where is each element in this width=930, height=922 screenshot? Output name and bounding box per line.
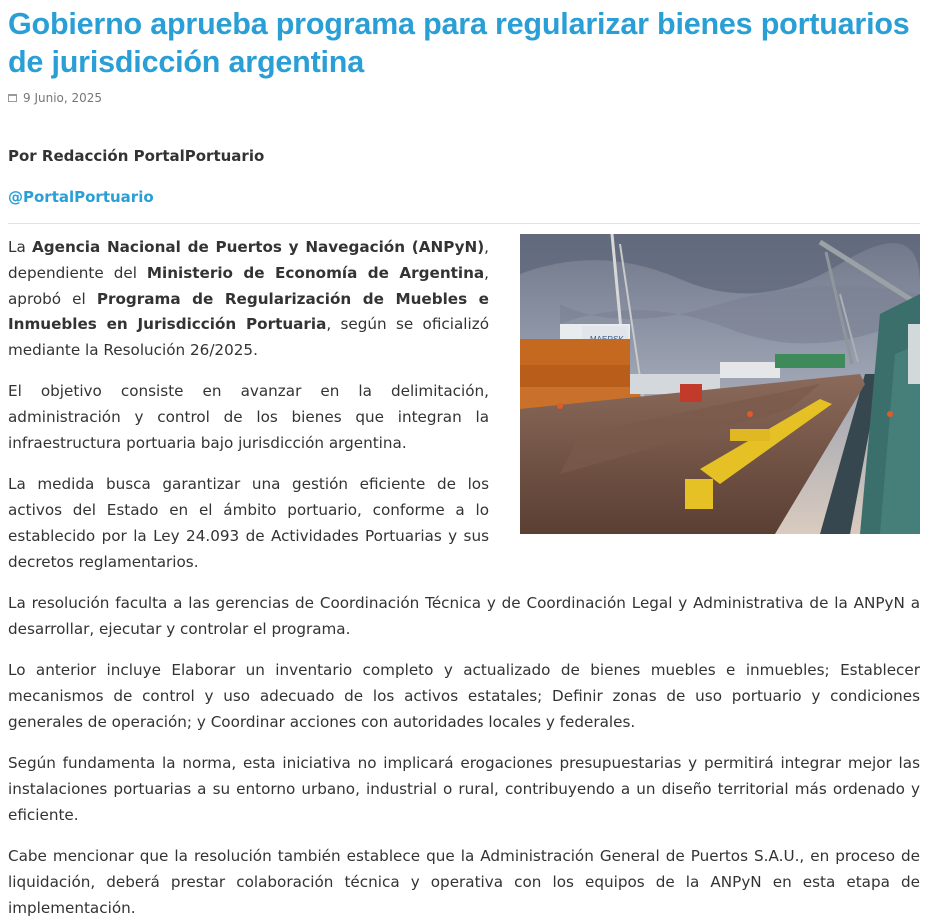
publish-date-text: 9 Junio, 2025 bbox=[23, 91, 103, 105]
paragraph-4: La resolución faculta a las gerencias de Coordinación Técnica y de Coordinación Legal y Administrativa de la ANPyN a desarrollar, ejecutar y controlar el programa. bbox=[8, 594, 920, 638]
publish-date bbox=[8, 90, 920, 106]
divider bbox=[8, 223, 920, 224]
paragraph-7: Cabe mencionar que la resolución también establece que la Administración General de Puertos S.A.U., en proceso de liquidación, deberá prestar colaboración técnica y operativa con los equipos de la ANPyN en esta etapa de implementación. bbox=[8, 846, 920, 917]
agency-name: Agencia Nacional de Puertos y Navegación (ANPyN) bbox=[32, 238, 485, 256]
paragraph-5: Lo anterior incluye Elaborar un inventario completo y actualizado de bienes muebles e inmuebles; Establecer mecanismos de control y uso adecuado de los activos estatales; Definir zonas de uso portuario y condiciones generales de operación; y Coordinar acciones con autoridades locales y federales. bbox=[8, 661, 920, 731]
paragraph-2: El objetivo consiste en avanzar en la delimitación, administración y control de los bienes que integran la infraestructura portuaria bajo jurisdicción argentina. bbox=[8, 382, 489, 453]
article-title: Gobierno aprueba programa para regularizar bienes portuarios de jurisdicción argentina bbox=[8, 7, 910, 79]
calendar-icon bbox=[8, 94, 17, 102]
author-byline: Por Redacción PortalPortuario bbox=[8, 147, 265, 165]
port-photo bbox=[520, 234, 920, 534]
paragraph-6: Según fundamenta la norma, esta iniciativa no implicará erogaciones presupuestarias y permitirá integrar mejor las instalaciones portuarias a su entorno urbano, industrial o rural, contribuyendo a un diseño territorial más ordenado y eficiente. bbox=[8, 754, 920, 824]
program-name: Programa de Regularización de Muebles e Inmuebles en Jurisdicción Portuaria bbox=[8, 289, 489, 334]
ministry-name: Ministerio de Economía de Argentina bbox=[146, 263, 485, 282]
article bbox=[8, 5, 920, 921]
paragraph-1: La Agencia Nacional de Puertos y Navegación (ANPyN), dependiente del Ministerio de Economía de Argentina, aprobó el Programa de Regularización de Muebles e Inmuebles en Jurisdicción Portuaria, según se oficializó mediante la Resolución 26/2025. bbox=[8, 238, 489, 360]
paragraph-3: La medida busca garantizar una gestión eficiente de los activos del Estado en el ámbito portuario, conforme a lo establecido por la Ley 24.093 de Actividades Portuarias y sus decretos reglamentarios. bbox=[8, 475, 489, 571]
author-handle-link[interactable]: @PortalPortuario bbox=[8, 188, 154, 206]
